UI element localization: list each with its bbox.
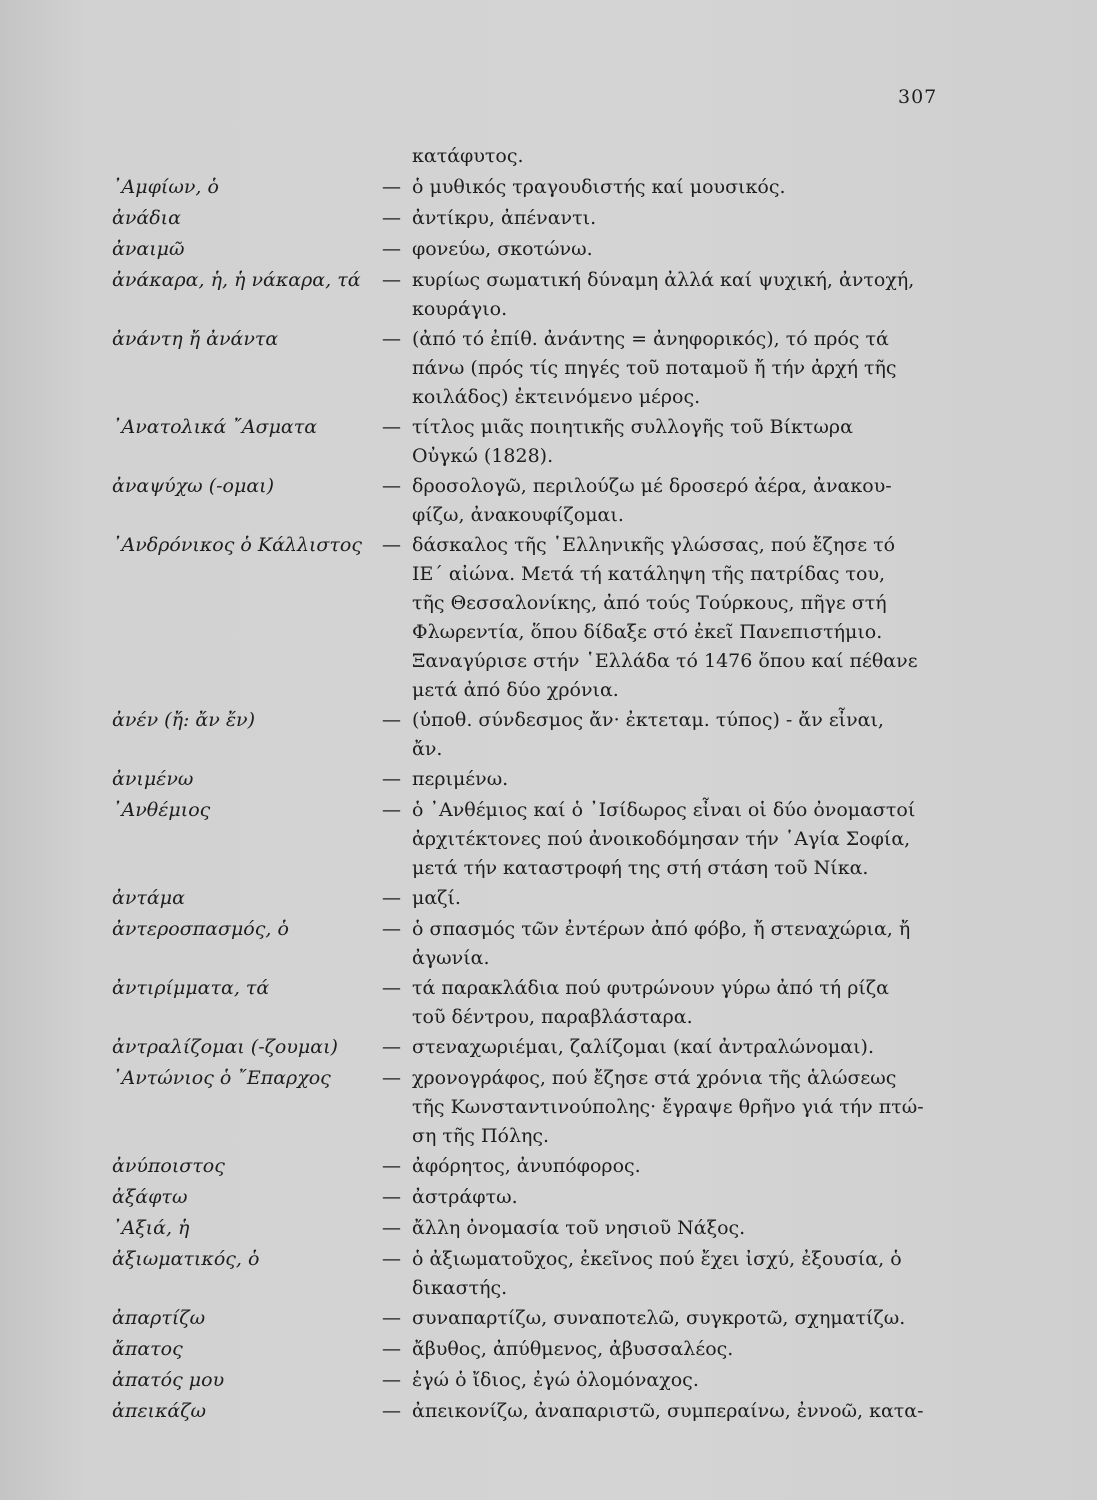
entry-definition — [412, 1214, 937, 1243]
glossary-entry — [0, 1183, 1097, 1213]
definition-line: ἀπεικονίζω, ἀναπαριστῶ, συμπεραίνω, ἐννοῶ, κατα- — [412, 1400, 924, 1422]
definition-line: μαζί. — [412, 887, 461, 909]
glossary-entry — [0, 1397, 1097, 1427]
definition-line: ἄν. — [412, 738, 443, 760]
entry-dash: — — [382, 977, 401, 999]
entry-term: ἀντεροσπασμός, ὁ — [112, 918, 289, 940]
entry-term: ἀπεικάζω — [112, 1400, 207, 1422]
glossary-entries — [0, 142, 1097, 1428]
glossary-entry — [0, 1366, 1097, 1396]
entry-definition — [412, 796, 937, 883]
entry-dash: — — [382, 1036, 401, 1058]
glossary-entry — [0, 884, 1097, 914]
entry-dash: — — [382, 1400, 401, 1422]
entry-definition — [412, 1397, 937, 1426]
entry-term: ἀναιμῶ — [112, 238, 185, 260]
definition-line: φονεύω, σκοτώνω. — [412, 238, 593, 260]
entry-term: ἀντιρίμματα, τά — [112, 977, 270, 999]
definition-line: ἀστράφτω. — [412, 1186, 518, 1208]
definition-line: ἀντίκρυ, ἀπέναντι. — [412, 207, 597, 229]
glossary-entry — [0, 413, 1097, 471]
glossary-entry — [0, 325, 1097, 412]
definition-line: Φλωρεντία, ὅπου δίδαξε στό ἐκεῖ Πανεπιστήμιο. — [412, 621, 883, 643]
entry-term: ἀνάκαρα, ἡ, ἡ νάκαρα, τά — [112, 269, 361, 291]
entry-definition — [412, 1064, 937, 1151]
entry-dash: — — [382, 1186, 401, 1208]
entry-definition — [412, 1183, 937, 1212]
entry-definition — [412, 531, 937, 705]
entry-definition — [412, 884, 937, 913]
entry-dash: — — [382, 238, 401, 260]
entry-term: ἀξάφτω — [112, 1186, 188, 1208]
definition-line: ση τῆς Πόλης. — [412, 1125, 550, 1147]
entry-definition — [412, 1335, 937, 1364]
entry-dash: — — [382, 1369, 401, 1391]
definition-line: Οὐγκώ (1828). — [412, 445, 554, 467]
entry-definition — [412, 974, 937, 1032]
entry-dash: — — [382, 1307, 401, 1329]
glossary-entry — [0, 974, 1097, 1032]
glossary-entry — [0, 472, 1097, 530]
definition-line: ἀρχιτέκτονες πού ἀνοικοδόμησαν τήν ῾Αγία Σοφία, — [412, 828, 911, 850]
entry-term: ἀναψύχω (-ομαι) — [112, 475, 275, 497]
definition-line: ἄβυθος, ἀπύθμενος, ἀβυσσαλέος. — [412, 1338, 734, 1360]
entry-term: ἀντάμα — [112, 887, 185, 909]
entry-definition — [412, 142, 937, 171]
entry-term: ᾿Ανατολικά ῎Ασματα — [112, 416, 318, 438]
glossary-entry — [0, 1214, 1097, 1244]
definition-line: τῆς Θεσσαλονίκης, ἀπό τούς Τούρκους, πῆγε στή — [412, 592, 887, 614]
definition-line: πάνω (πρός τίς πηγές τοῦ ποταμοῦ ἤ τήν ἀρχή τῆς — [412, 357, 897, 379]
entry-term: ἀπαρτίζω — [112, 1307, 206, 1329]
entry-definition — [412, 1304, 937, 1333]
entry-definition — [412, 1366, 937, 1395]
definition-line: ὁ ᾿Ανθέμιος καί ὁ ᾿Ισίδωρος εἶναι οἱ δύο ὀνομαστοί — [412, 799, 916, 821]
definition-line: κυρίως σωματική δύναμη ἀλλά καί ψυχική, ἀντοχή, — [412, 269, 915, 291]
entry-term: ᾿Αντώνιος ὁ ῎Επαρχος — [112, 1067, 331, 1089]
glossary-entry — [0, 531, 1097, 705]
entry-term: ἀξιωματικός, ὁ — [112, 1248, 260, 1270]
entry-term: ἀνιμένω — [112, 768, 194, 790]
entry-term: ἀνάντη ἤ ἀνάντα — [112, 328, 279, 350]
definition-line: ΙΕ΄ αἰώνα. Μετά τή κατάληψη τῆς πατρίδας του, — [412, 563, 886, 585]
entry-term: ᾿Αμφίων, ὁ — [112, 176, 219, 198]
glossary-entry — [0, 266, 1097, 324]
glossary-entry — [0, 765, 1097, 795]
definition-line: ἀφόρητος, ἀνυπόφορος. — [412, 1155, 641, 1177]
glossary-entry — [0, 706, 1097, 764]
entry-dash: — — [382, 709, 401, 731]
entry-dash: — — [382, 416, 401, 438]
glossary-entry — [0, 173, 1097, 203]
entry-definition — [412, 915, 937, 973]
entry-term: ἀνέν (ἤ: ἄν ἔν) — [112, 709, 255, 731]
entry-definition — [412, 325, 937, 412]
definition-line: (ἀπό τό ἐπίθ. ἀνάντης = ἀνηφορικός), τό πρός τά — [412, 328, 889, 350]
glossary-entry — [0, 204, 1097, 234]
entry-term: ᾿Ανθέμιος — [112, 799, 211, 821]
glossary-entry — [0, 1245, 1097, 1303]
entry-definition — [412, 1152, 937, 1181]
definition-line: (ὑποθ. σύνδεσμος ἄν· ἐκτεταμ. τύπος) - ἄν εἶναι, — [412, 709, 884, 731]
definition-line: δροσολογῶ, περιλούζω μέ δροσερό ἀέρα, ἀνακου- — [412, 475, 892, 497]
definition-line: στεναχωριέμαι, ζαλίζομαι (καί ἀντραλώνομαι). — [412, 1036, 875, 1058]
entry-term: ἄπατος — [112, 1338, 183, 1360]
entry-term: ἀνύποιστος — [112, 1155, 225, 1177]
definition-line: μετά ἀπό δύο χρόνια. — [412, 679, 619, 701]
definition-line: ἄλλη ὀνομασία τοῦ νησιοῦ Νάξος. — [412, 1217, 746, 1239]
glossary-entry — [0, 1064, 1097, 1151]
glossary-entry — [0, 1033, 1097, 1063]
entry-definition — [412, 1245, 937, 1303]
entry-dash: — — [382, 534, 401, 556]
entry-dash: — — [382, 1067, 401, 1089]
entry-term: ἀνάδια — [112, 207, 181, 229]
definition-line: κουράγιο. — [412, 298, 508, 320]
definition-line: ὁ ἀξιωματοῦχος, ἐκεῖνος πού ἔχει ἰσχύ, ἐξουσία, ὁ — [412, 1248, 902, 1270]
page-number: 307 — [898, 86, 938, 108]
glossary-entry — [0, 796, 1097, 883]
entry-term: ᾿Ανδρόνικος ὁ Κάλλιστος — [112, 534, 362, 556]
entry-definition — [412, 1033, 937, 1062]
glossary-entry — [0, 1152, 1097, 1182]
definition-line: τοῦ δέντρου, παραβλάσταρα. — [412, 1006, 693, 1028]
definition-line: ὁ μυθικός τραγουδιστής καί μουσικός. — [412, 176, 786, 198]
entry-dash: — — [382, 1338, 401, 1360]
entry-definition — [412, 706, 937, 764]
entry-dash: — — [382, 176, 401, 198]
definition-line: ἀγωνία. — [412, 947, 490, 969]
definition-line: τῆς Κωνσταντινούπολης· ἔγραψε θρῆνο γιά τήν πτώ- — [412, 1096, 924, 1118]
definition-line: κοιλάδος) ἐκτεινόμενο μέρος. — [412, 386, 701, 408]
entry-dash: — — [382, 918, 401, 940]
glossary-entry — [0, 1335, 1097, 1365]
definition-line: δάσκαλος τῆς ῾Ελληνικῆς γλώσσας, πού ἔζησε τό — [412, 534, 896, 556]
entry-dash: — — [382, 887, 401, 909]
entry-definition — [412, 235, 937, 264]
entry-definition — [412, 765, 937, 794]
definition-line: ἐγώ ὁ ἴδιος, ἐγώ ὁλομόναχος. — [412, 1369, 699, 1391]
entry-term: ἀντραλίζομαι (-ζουμαι) — [112, 1036, 338, 1058]
entry-term: ἀπατός μου — [112, 1369, 225, 1391]
definition-line: φίζω, ἀνακουφίζομαι. — [412, 504, 624, 526]
entry-dash: — — [382, 1155, 401, 1177]
definition-line: Ξαναγύρισε στήν ῾Ελλάδα τό 1476 ὅπου καί πέθανε — [412, 650, 918, 672]
entry-dash: — — [382, 1248, 401, 1270]
entry-definition — [412, 266, 937, 324]
entry-definition — [412, 204, 937, 233]
definition-line: ὁ σπασμός τῶν ἐντέρων ἀπό φόβο, ἤ στεναχώρια, ἤ — [412, 918, 911, 940]
entry-dash: — — [382, 207, 401, 229]
glossary-entry — [0, 1304, 1097, 1334]
glossary-entry — [0, 142, 1097, 172]
entry-dash: — — [382, 269, 401, 291]
entry-definition — [412, 413, 937, 471]
definition-line: συναπαρτίζω, συναποτελῶ, συγκροτῶ, σχηματίζω. — [412, 1307, 906, 1329]
glossary-entry — [0, 915, 1097, 973]
entry-dash: — — [382, 768, 401, 790]
entry-dash: — — [382, 799, 401, 821]
definition-line: κατάφυτος. — [412, 145, 524, 167]
entry-definition — [412, 173, 937, 202]
entry-term: ᾿Αξιά, ἡ — [112, 1217, 190, 1239]
definition-line: περιμένω. — [412, 768, 509, 790]
entry-dash: — — [382, 475, 401, 497]
definition-line: χρονογράφος, πού ἔζησε στά χρόνια τῆς ἁλώσεως — [412, 1067, 897, 1089]
entry-dash: — — [382, 328, 401, 350]
definition-line: δικαστής. — [412, 1277, 508, 1299]
definition-line: τίτλος μιᾶς ποιητικῆς συλλογῆς τοῦ Βίκτωρα — [412, 416, 853, 438]
definition-line: μετά τήν καταστροφή της στή στάση τοῦ Νίκα. — [412, 857, 869, 879]
entry-definition — [412, 472, 937, 530]
glossary-entry — [0, 235, 1097, 265]
entry-dash: — — [382, 1217, 401, 1239]
definition-line: τά παρακλάδια πού φυτρώνουν γύρω ἀπό τή ρίζα — [412, 977, 889, 999]
